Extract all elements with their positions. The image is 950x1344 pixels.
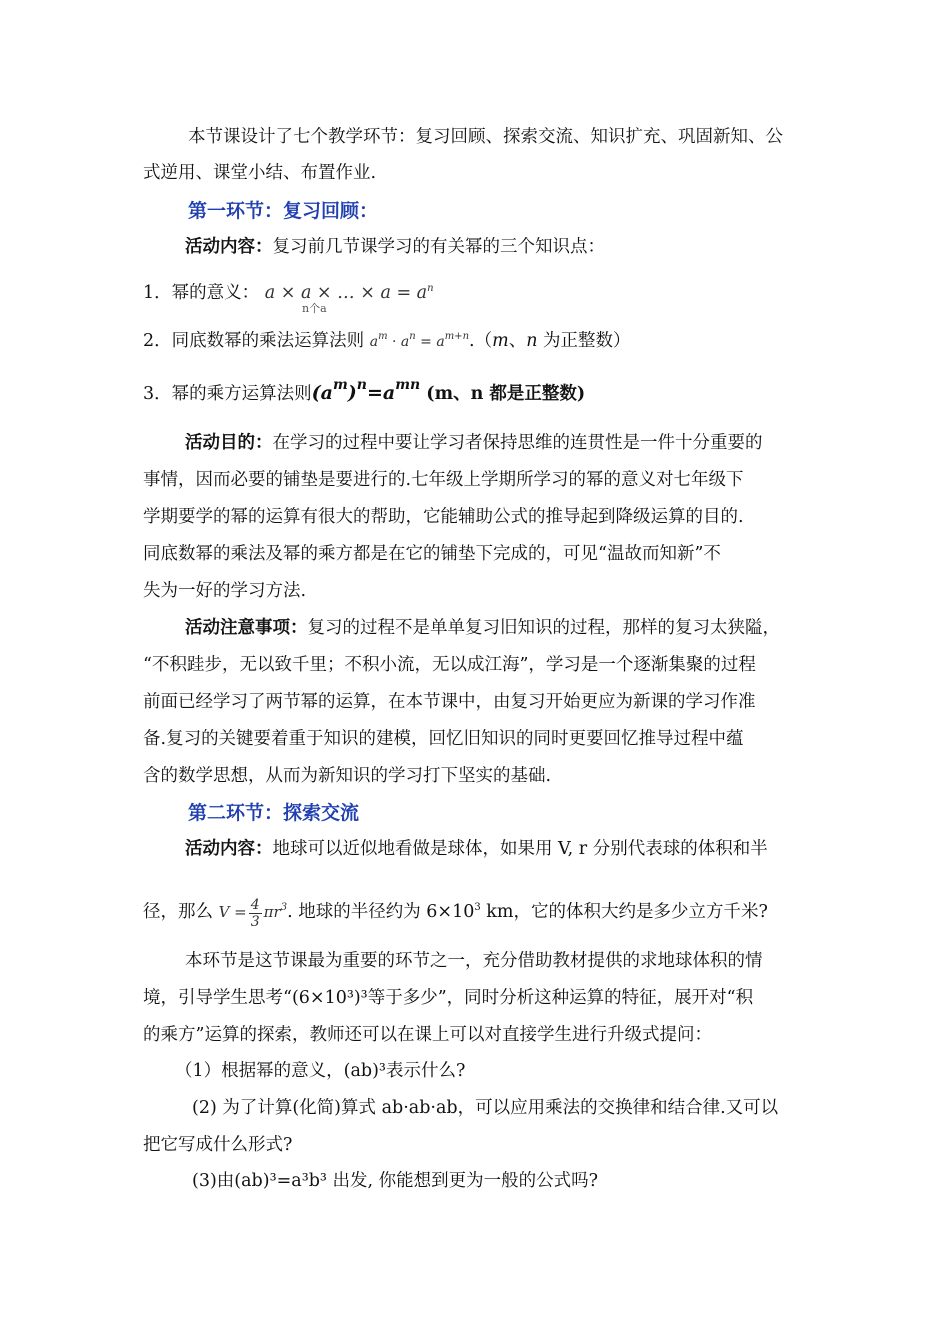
item1-underbrace-label: n个a — [302, 302, 327, 315]
item2-tail-close: 为正整数） — [537, 331, 631, 351]
purpose-line-3: 学期要学的幂的运算有很大的帮助，它能辅助公式的推导起到降级运算的目的. — [143, 507, 744, 527]
purpose-text-1: 在学习的过程中要让学习者保持思维的连贯性是一件十分重要的 — [272, 433, 763, 453]
purpose-line-5: 失为一好的学习方法. — [143, 581, 307, 601]
section1-heading: 第一环节：复习回顾： — [188, 200, 379, 222]
intro-line-1: 本节课设计了七个教学环节：复习回顾、探索交流、知识扩充、巩固新知、公 — [188, 127, 783, 147]
section2-heading: 第二环节：探索交流 — [188, 802, 360, 824]
line2-pre: 径，那么 — [143, 902, 213, 922]
item2-sep: 、 — [508, 331, 527, 351]
content-text: 复习前几节课学习的有关幂的三个知识点： — [272, 237, 605, 257]
purpose-line-2: 事情，因而必要的铺垫是要进行的.七年级上学期所学习的幂的意义对七年级下 — [143, 470, 744, 490]
section2-content-label: 活动内容： — [185, 839, 273, 859]
line2-post2: km，它的体积大约是多少立方千米? — [480, 902, 768, 922]
item2-formula: $a^m \cdot a^n = a^{m+n}$ — [369, 331, 470, 350]
radius-exponent: 3 — [474, 902, 481, 913]
question-2-line-2: 把它写成什么形式? — [143, 1135, 293, 1155]
question-3: (3)由(ab)³=a³b³ 出发, 你能想到更为一般的公式吗? — [192, 1171, 598, 1191]
volume-formula: V = $\frac{4}{3}$ $\pi r^3$ — [218, 896, 288, 930]
item2-n: n — [526, 331, 538, 351]
intro-line-2: 式逆用、课堂小结、布置作业. — [143, 163, 377, 183]
section1-content — [185, 234, 605, 260]
item1-exponent: n — [427, 283, 434, 294]
purpose-line-4: 同底数幂的乘法及幂的乘方都是在它的铺垫下完成的，可见“温故而知新”不 — [143, 544, 721, 564]
section2-content-line-2 — [143, 892, 768, 932]
para-line-1: 本环节是这节课最为重要的环节之一，充分借助教材提供的求地球体积的情 — [185, 951, 763, 971]
item-2 — [143, 328, 631, 355]
notes-line-3: 前面已经学习了两节幂的运算，在本节课中，由复习开始更应为新课的学习作准 — [143, 692, 756, 712]
line2-post: . 地球的半径约为 6×10 — [287, 902, 475, 922]
item2-m: m — [492, 331, 509, 351]
para-line-3: 的乘方”运算的探索，教师还可以在课上可以对直接学生进行升级式提问： — [143, 1025, 712, 1045]
notes-line-5: 含的数学思想，从而为新知识的学习打下坚实的基础. — [143, 766, 552, 786]
purpose-line-1 — [185, 430, 763, 456]
item-3 — [143, 377, 586, 407]
section2-content-text: 地球可以近似地看做是球体，如果用 V, r 分别代表球的体积和半 — [272, 839, 768, 859]
notes-line-1 — [185, 615, 780, 641]
notes-line-4: 备.复习的关键要着重于知识的建模，回忆旧知识的同时更要回忆推导过程中蕴 — [143, 729, 744, 749]
question-1: （1）根据幂的意义，(ab)³表示什么? — [175, 1061, 466, 1081]
purpose-label: 活动目的： — [185, 433, 273, 453]
question-2-line-1: (2) 为了计算(化简)算式 ab·ab·ab，可以应用乘法的交换律和结合律.又可以 — [192, 1098, 779, 1118]
item2-label: 2．同底数幂的乘法运算法则 — [143, 331, 365, 351]
item2-tail-open: .（ — [469, 331, 493, 351]
item3-formula: $(a^m)^n=a^{mn}$ — [311, 377, 421, 404]
item-1 — [143, 280, 434, 306]
item3-label: 3．幂的乘方运算法则 — [143, 384, 312, 404]
item1-label: 1．幂的意义： — [143, 283, 260, 303]
item3-tail: (m、n 都是正整数) — [420, 384, 586, 404]
item1-formula: a × a × … × a = a — [264, 283, 428, 303]
notes-line-2: “不积跬步，无以致千里；不积小流，无以成江海”，学习是一个逐渐集聚的过程 — [143, 655, 756, 675]
para-line-2: 境，引导学生思考“(6×10³)³等于多少”，同时分析这种运算的特征，展开对“积 — [143, 988, 754, 1008]
content-label: 活动内容： — [185, 237, 273, 257]
notes-label: 活动注意事项： — [185, 618, 308, 638]
notes-text-1: 复习的过程不是单单复习旧知识的过程，那样的复习太狭隘， — [307, 618, 780, 638]
section2-content-line-1 — [185, 836, 768, 862]
